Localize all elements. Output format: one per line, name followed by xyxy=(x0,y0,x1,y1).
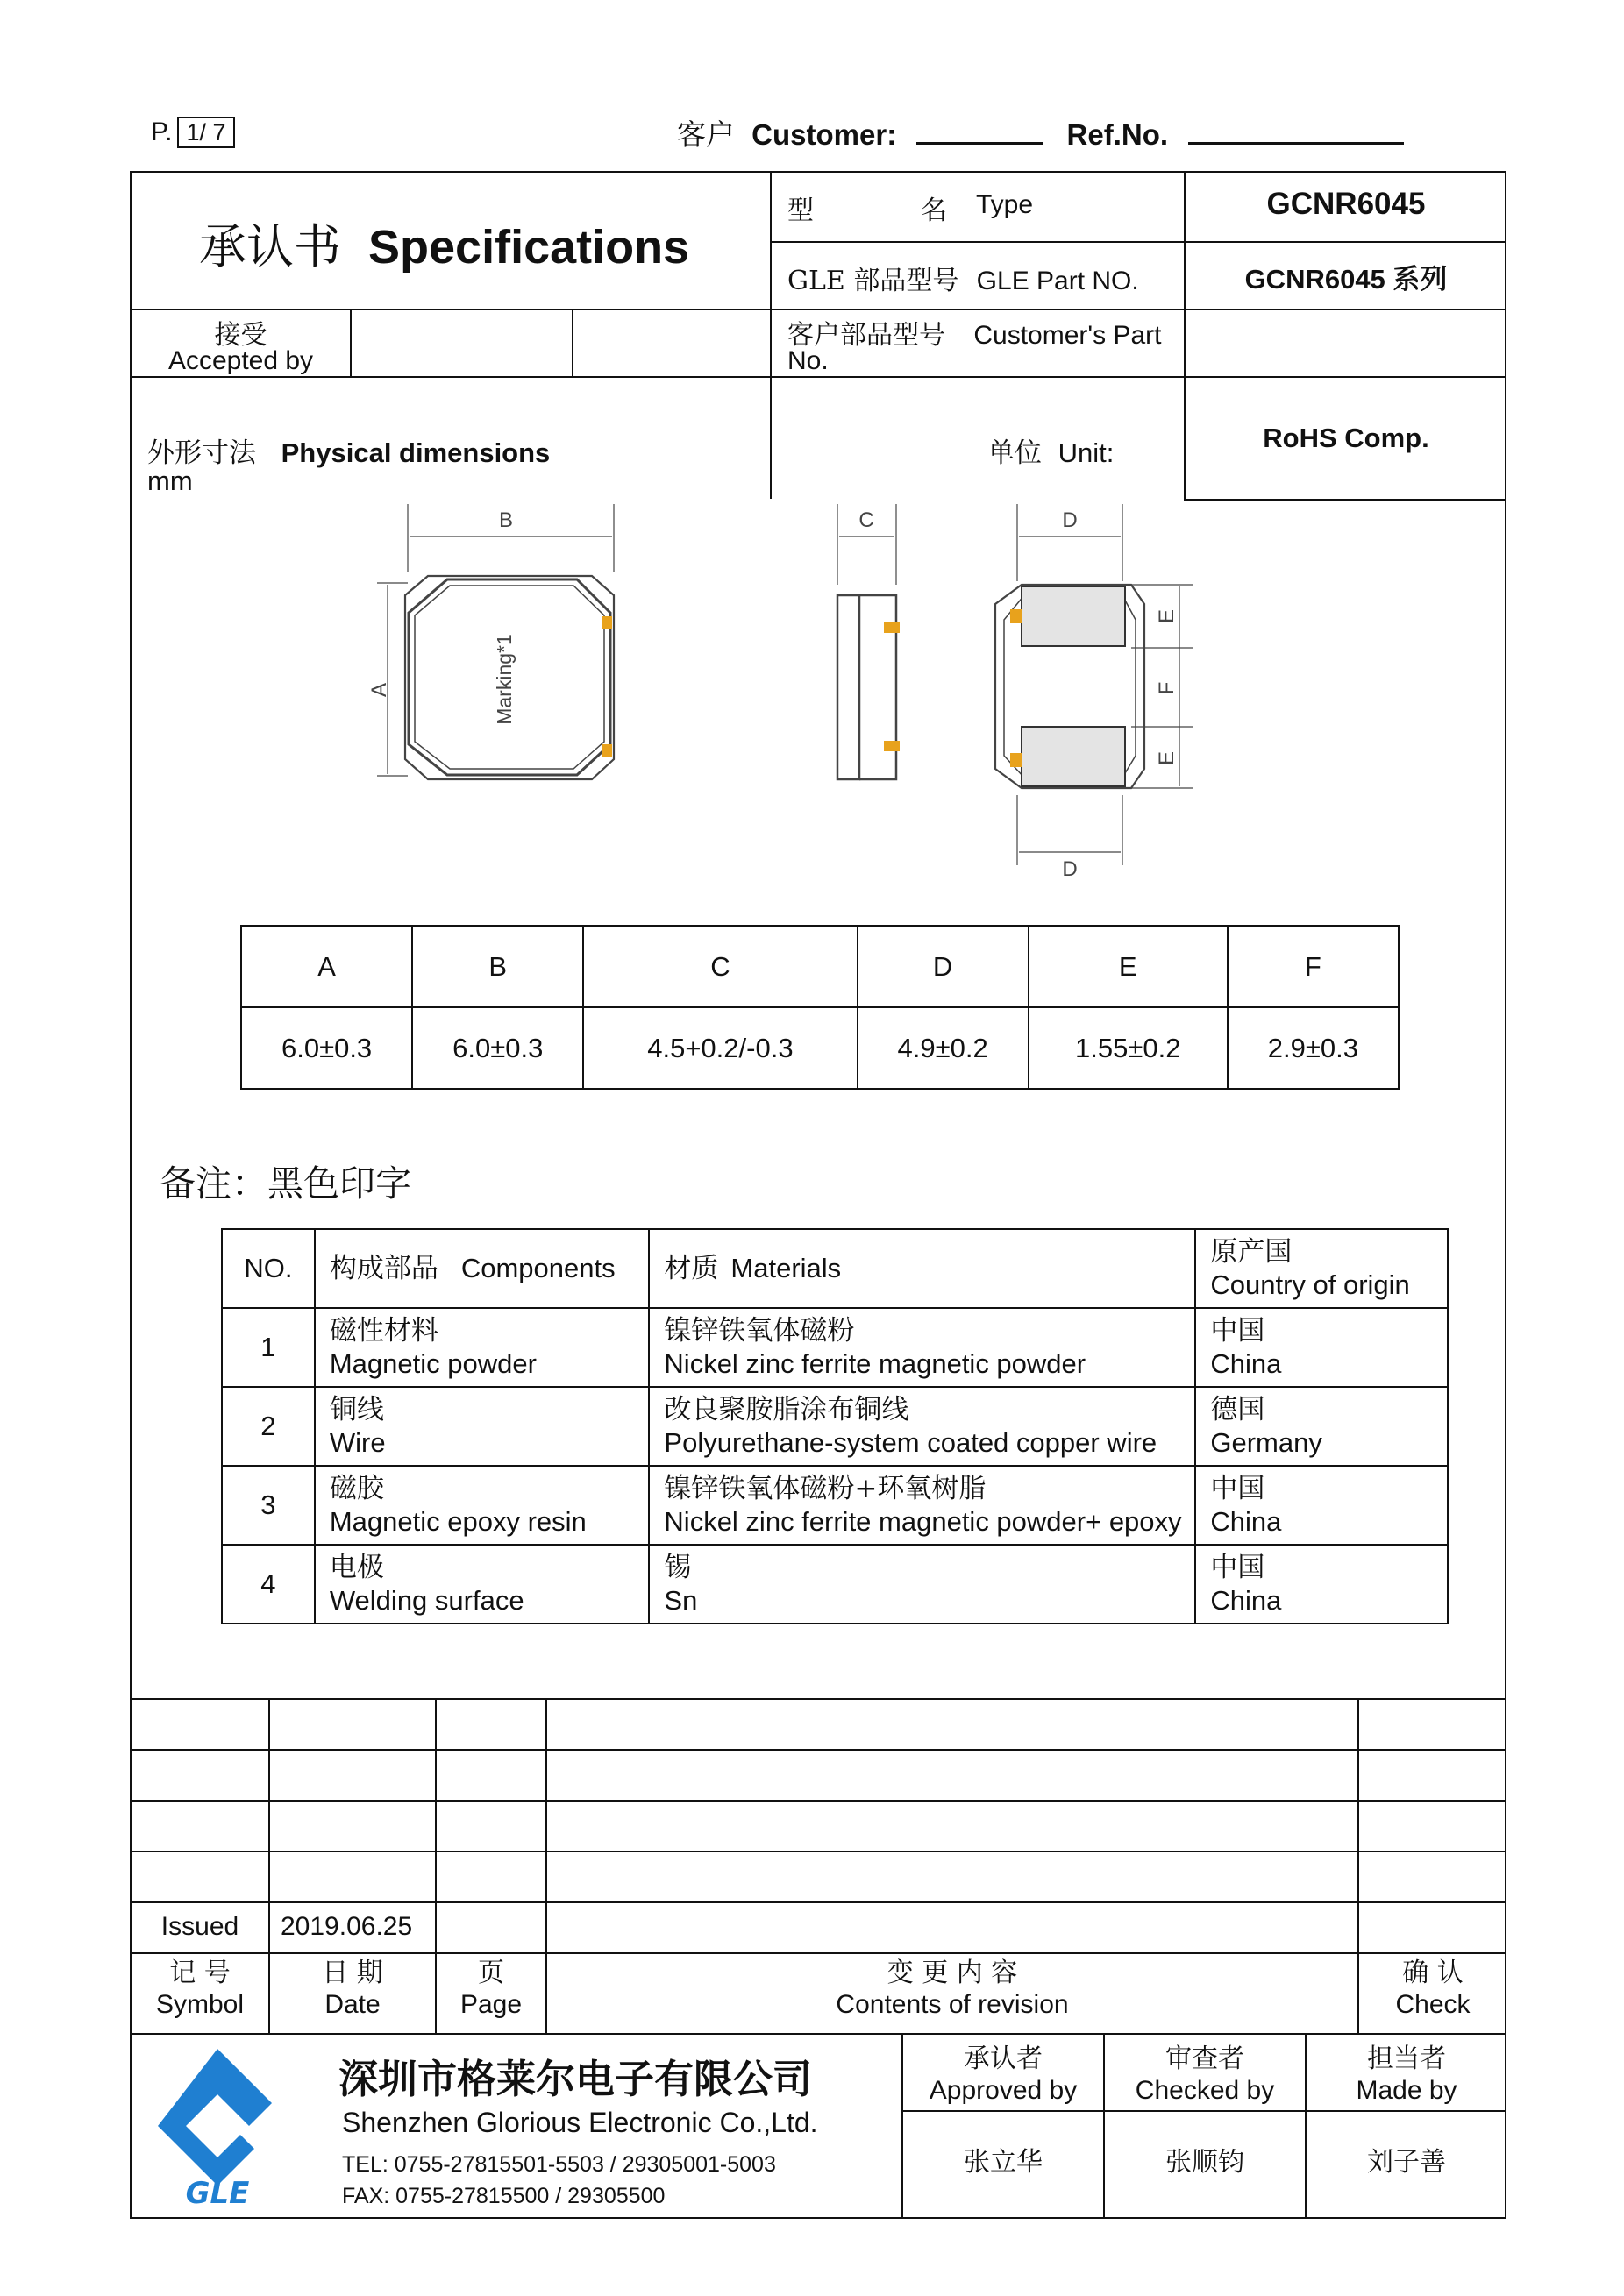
label-c: C xyxy=(858,508,874,532)
header-no: NO. xyxy=(222,1229,315,1308)
spec-frame xyxy=(130,171,1506,2219)
dim-header-c: C xyxy=(583,926,857,1007)
dim-value-c: 4.5+0.2/-0.3 xyxy=(583,1007,857,1089)
made-by-label: 担当者 Made by xyxy=(1356,2044,1457,2105)
dim-value-b: 6.0±0.3 xyxy=(412,1007,583,1089)
company-tel: TEL: 0755-27815501-5503 / 29305001-5003 xyxy=(342,2152,776,2177)
dim-header-b: B xyxy=(412,926,583,1007)
label-e-top: E xyxy=(1155,608,1179,624)
components-header-row xyxy=(222,1229,1448,1308)
page-number-box: 1/ 7 xyxy=(177,117,234,148)
date-header: 日 期 Date xyxy=(322,1958,383,2019)
dim-header-d: D xyxy=(858,926,1029,1007)
dim-header-e: E xyxy=(1029,926,1228,1007)
type-label-en: Type xyxy=(976,190,1034,219)
approved-by-name: 张立华 xyxy=(964,2147,1043,2178)
table-row: 2 铜线 Wire 改良聚胺脂涂布铜线 Polyurethane-system coated copper wire 德国 Germany xyxy=(222,1387,1448,1466)
solder-tab xyxy=(1010,609,1022,623)
solder-tab xyxy=(884,741,900,751)
gle-part-value: GCNR6045 系列 xyxy=(1244,264,1448,295)
symbol-header: 记 号 Symbol xyxy=(155,1958,245,2019)
type-value: GCNR6045 xyxy=(1266,187,1426,221)
header-origin: 原产国 Country of origin xyxy=(1195,1229,1448,1308)
dim-value-d: 4.9±0.2 xyxy=(858,1007,1029,1089)
dim-value-f: 2.9±0.3 xyxy=(1228,1007,1399,1089)
electrode-top xyxy=(1022,586,1125,646)
solder-tab xyxy=(602,744,612,757)
label-a: A xyxy=(367,682,391,698)
page-indicator: P. 1/ 7 xyxy=(151,117,235,148)
checked-by-name: 张顺钧 xyxy=(1165,2147,1244,2178)
company-fax: FAX: 0755-27815500 / 29305500 xyxy=(342,2184,666,2208)
company-logo xyxy=(153,2042,282,2208)
type-label-cn2: 名 xyxy=(921,195,947,226)
accepted-label-cn: 接受 xyxy=(214,320,267,351)
issued-label: Issued xyxy=(160,1912,239,1941)
document-title: 承认书 Specifications xyxy=(199,219,690,274)
table-row: 1 磁性材料 Magnetic powder 镍锌铁氧体磁粉 Nickel zinc ferrite magnetic powder 中国 China xyxy=(222,1308,1448,1387)
dim-header-a: A xyxy=(241,926,412,1007)
table-row: 4 电极 Welding surface 锡 Sn 中国 China xyxy=(222,1545,1448,1624)
customer-line: 客户 Customer: Ref.No. xyxy=(677,112,1404,153)
gle-part-label: GLE 部品型号 GLE Part NO. xyxy=(787,266,1139,296)
label-b: B xyxy=(498,508,514,532)
solder-tab xyxy=(884,622,900,633)
refno-blank xyxy=(1188,142,1404,145)
contents-header: 变 更 内 容 Contents of revision xyxy=(836,1958,1069,2019)
company-name-en: Shenzhen Glorious Electronic Co.,Ltd. xyxy=(342,2107,818,2138)
dim-value-e: 1.55±0.2 xyxy=(1029,1007,1228,1089)
components-table xyxy=(221,1228,1449,1624)
marking-label: Marking*1 xyxy=(493,634,516,725)
approved-by-label: 承认者 Approved by xyxy=(929,2044,1078,2105)
cust-part-label-no: No. xyxy=(787,346,829,375)
unit-value: mm xyxy=(147,466,193,496)
checked-by-label: 审查者 Checked by xyxy=(1135,2044,1275,2105)
solder-tab xyxy=(1010,753,1022,767)
dimension-table xyxy=(240,925,1400,1090)
cust-part-label: 客户部品型号 Customer's Part xyxy=(787,320,1162,351)
label-e-bottom: E xyxy=(1155,750,1179,766)
inductor-drawing xyxy=(324,497,1359,892)
issued-date: 2019.06.25 xyxy=(281,1912,413,1941)
company-name-cn: 深圳市格莱尔电子有限公司 xyxy=(338,2056,813,2102)
made-by-name: 刘子善 xyxy=(1367,2147,1446,2178)
physical-dimensions-title: 外形寸法 Physical dimensions xyxy=(147,437,551,469)
solder-tab xyxy=(602,616,612,629)
accepted-label-en: Accepted by xyxy=(167,346,314,375)
header-components: 构成部品 Components xyxy=(315,1229,650,1308)
unit-label: 单位 Unit: xyxy=(987,437,1115,469)
label-d-bottom: D xyxy=(1062,857,1078,881)
dim-value-a: 6.0±0.3 xyxy=(241,1007,412,1089)
dim-header-f: F xyxy=(1228,926,1399,1007)
check-header: 确 认 Check xyxy=(1395,1958,1471,2019)
rohs-badge: RoHS Comp. xyxy=(1263,423,1429,453)
logo-text: GLE xyxy=(185,2176,250,2208)
label-f: F xyxy=(1155,681,1179,695)
table-row: 3 磁胶 Magnetic epoxy resin 镍锌铁氧体磁粉+环氧树脂 Nickel zinc ferrite magnetic powder+ epoxy 中国 China xyxy=(222,1466,1448,1545)
page-header: 页 Page xyxy=(459,1958,523,2019)
electrode-bottom xyxy=(1022,727,1125,786)
side-view-plate xyxy=(837,595,859,779)
type-label-cn: 型 xyxy=(787,195,814,226)
label-d-top: D xyxy=(1062,508,1078,532)
header-materials: 材质 Materials xyxy=(649,1229,1195,1308)
customer-blank xyxy=(916,142,1043,145)
remark: 备注：黑色印字 xyxy=(160,1162,411,1205)
